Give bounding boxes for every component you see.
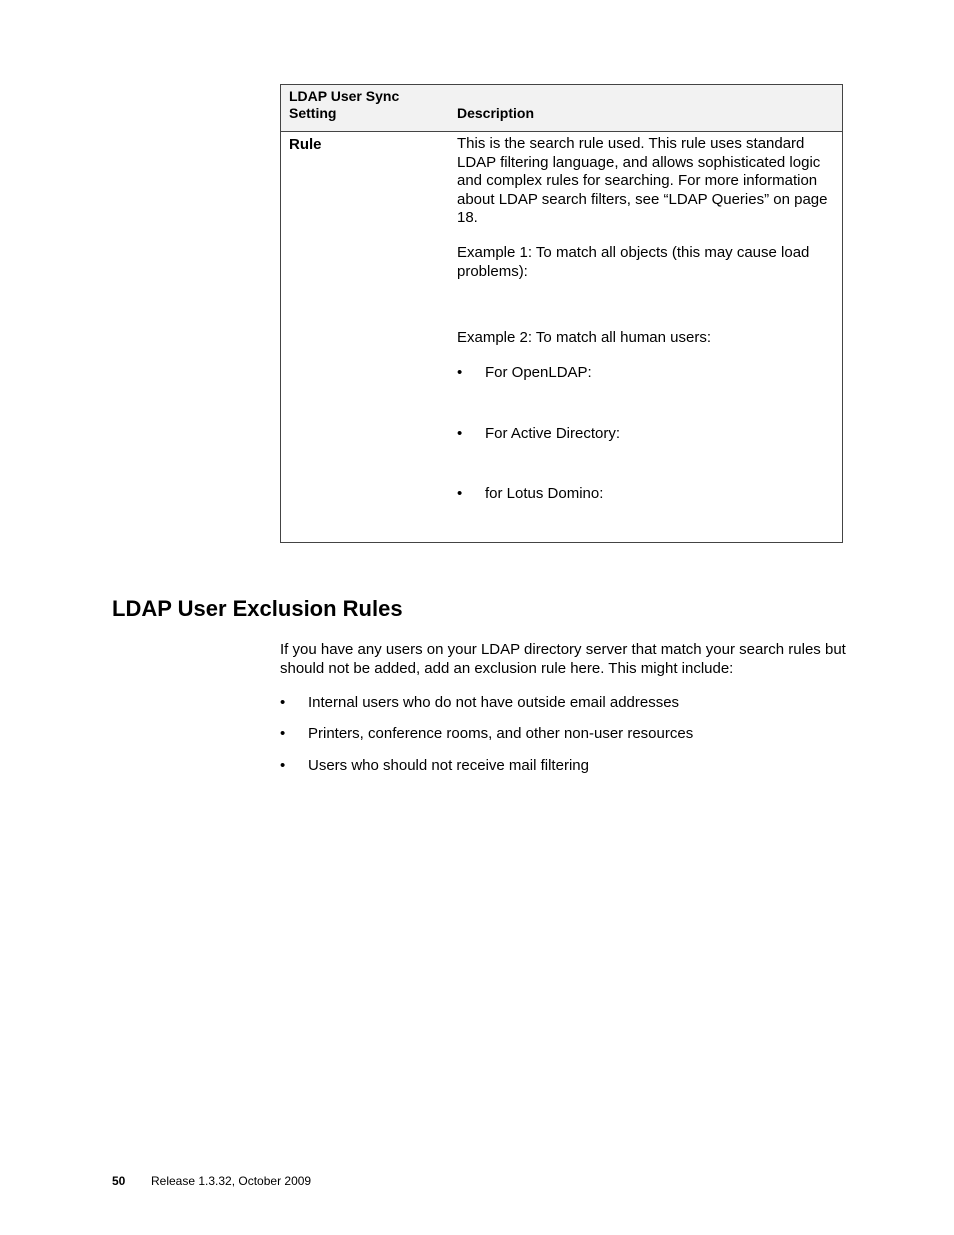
setting-name-rule: Rule	[289, 136, 322, 153]
page-number: 50	[112, 1174, 126, 1188]
bullet-icon: •	[457, 485, 463, 502]
section-intro: If you have any users on your LDAP directory server that match your search rules but should not be added, add an exclusion rule here. This might include:	[280, 641, 846, 677]
list-item-text: For Active Directory:	[485, 425, 621, 442]
column-header-setting: LDAP User Sync Setting	[289, 88, 400, 121]
rule-description-paragraph: This is the search rule used. This rule uses standard LDAP filtering language, and allows sophisticated logic and complex rules for searching. For more information about LDAP search filters, see “LDAP Queries” on page 18.	[457, 135, 828, 226]
release-note: Release 1.3.32, October 2009	[151, 1174, 312, 1188]
column-header-description: Description	[457, 105, 535, 121]
bullet-icon: •	[280, 725, 286, 742]
bullet-icon: •	[457, 364, 463, 381]
table-header-row	[281, 85, 842, 132]
rule-example-2: Example 2: To match all human users:	[457, 329, 712, 346]
bullet-icon: •	[280, 757, 286, 774]
rule-example-1: Example 1: To match all objects (this may cause load problems):	[457, 244, 810, 280]
bullet-icon: •	[280, 694, 286, 711]
list-item-text: For OpenLDAP:	[485, 364, 592, 381]
list-item-text: Internal users who do not have outside email addresses	[308, 694, 680, 711]
ldap-sync-settings-table	[280, 84, 843, 543]
list-item-text: Printers, conference rooms, and other non-user resources	[308, 725, 694, 742]
section-heading: LDAP User Exclusion Rules	[112, 596, 403, 621]
list-item-text: for Lotus Domino:	[485, 485, 604, 502]
bullet-icon: •	[457, 425, 463, 442]
list-item-text: Users who should not receive mail filtering	[308, 757, 589, 774]
